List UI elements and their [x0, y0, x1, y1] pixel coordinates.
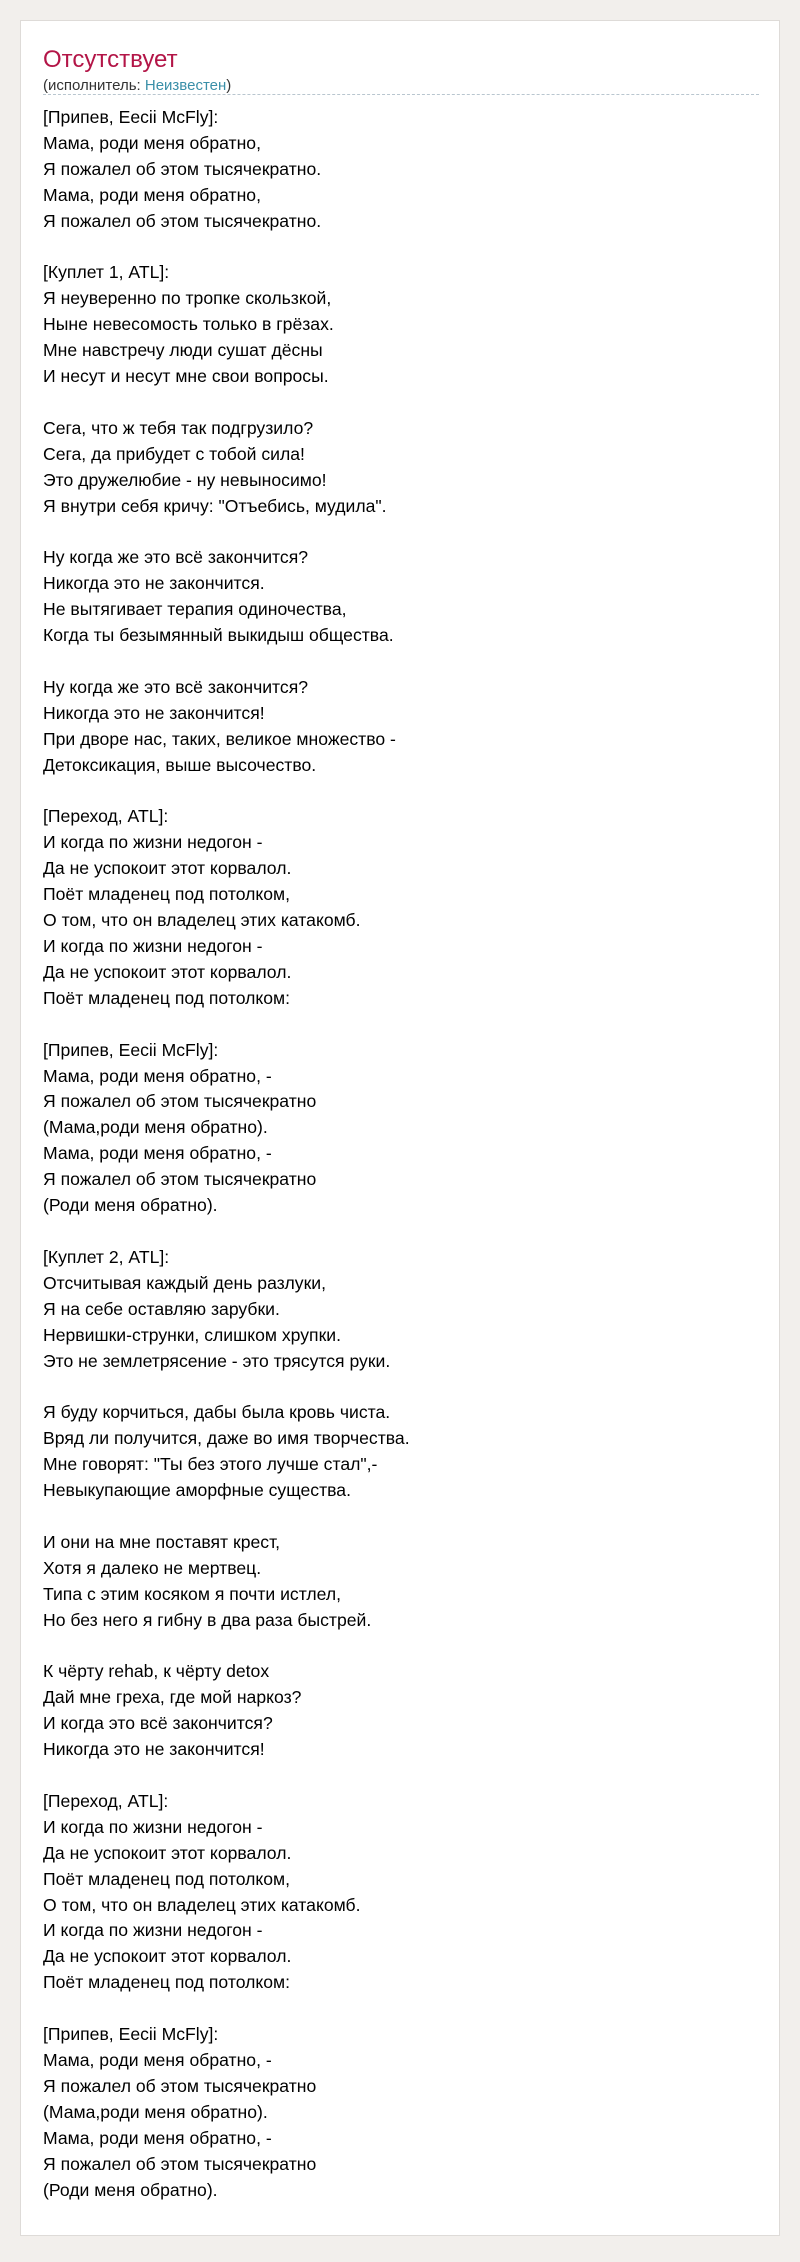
- lyric-line: Я пожалел об этом тысячекратно: [43, 2153, 317, 2174]
- lyric-line: Я пожалел об этом тысячекратно: [43, 2075, 317, 2096]
- lyric-line: Но без него я гибну в два раза быстрей.: [43, 1609, 372, 1630]
- lyric-line: (Мама,роди меня обратно).: [43, 1117, 268, 1138]
- stanza-break: [43, 1633, 763, 1659]
- stanza-break: [43, 1219, 763, 1245]
- lyric-line: Я пожалел об этом тысячекратно: [43, 1091, 317, 1112]
- lyric-line: И когда это всё закончится?: [43, 1713, 273, 1734]
- title-divider: [43, 94, 759, 95]
- lyric-line: Детоксикация, выше высочество.: [43, 754, 317, 775]
- lyric-line: Поёт младенец под потолком:: [43, 1972, 291, 1993]
- lyric-line: Типа с этим косяком я почти истлел,: [43, 1583, 342, 1604]
- lyric-line: Вряд ли получится, даже во имя творчества.: [43, 1428, 410, 1449]
- lyric-line: Мне навстречу люди сушат дёсны: [43, 340, 323, 361]
- lyric-line: Мама, роди меня обратно, -: [43, 2049, 272, 2070]
- stanza-break: [43, 235, 763, 261]
- artist-link[interactable]: Неизвестен: [144, 77, 227, 94]
- lyric-line: Мама, роди меня обратно, -: [43, 1065, 272, 1086]
- lyric-line: Отсчитывая каждый день разлуки,: [43, 1272, 326, 1293]
- lyric-line: Поёт младенец под потолком,: [43, 1868, 291, 1889]
- lyric-line: Никогда это не закончится!: [43, 702, 265, 723]
- song-title: Отсутствует: [43, 46, 178, 73]
- lyric-line: Мама, роди меня обратно, -: [43, 1143, 272, 1164]
- lyric-line: Мама, роди меня обратно, -: [43, 2127, 272, 2148]
- lyric-line: Ну когда же это всё закончится?: [43, 547, 309, 568]
- lyric-line: Сега, да прибудет с тобой сила!: [43, 443, 305, 464]
- stanza-break: [43, 390, 763, 416]
- lyric-line: И когда по жизни недогон -: [43, 832, 263, 853]
- lyric-line: [Переход, ATL]:: [43, 806, 169, 827]
- lyric-line: Хотя я далеко не мертвец.: [43, 1557, 262, 1578]
- lyric-line: Поёт младенец под потолком:: [43, 987, 291, 1008]
- lyric-line: [Куплет 1, ATL]:: [43, 262, 170, 283]
- stanza-break: [43, 1996, 763, 2022]
- lyric-line: (Роди меня обратно).: [43, 2179, 218, 2200]
- lyric-line: Да не успокоит этот корвалол.: [43, 961, 292, 982]
- lyric-line: Мне говорят: "Ты без этого лучше стал",-: [43, 1454, 378, 1475]
- lyric-line: Я пожалел об этом тысячекратно.: [43, 158, 322, 179]
- lyric-line: Да не успокоит этот корвалол.: [43, 1842, 292, 1863]
- lyric-line: Я неуверенно по тропке скользкой,: [43, 288, 332, 309]
- lyric-line: [Припев, Eecii McFly]:: [43, 2024, 219, 2045]
- lyric-line: Я буду корчиться, дабы была кровь чиста.: [43, 1402, 391, 1423]
- lyric-line: Никогда это не закончится!: [43, 1739, 265, 1760]
- lyric-line: Я пожалел об этом тысячекратно: [43, 1169, 317, 1190]
- stanza-break: [43, 1374, 763, 1400]
- lyric-line: Я внутри себя кричу: "Отъебись, мудила".: [43, 495, 387, 516]
- lyric-line: О том, что он владелец этих катакомб.: [43, 910, 361, 931]
- lyric-line: И несут и несут мне свои вопросы.: [43, 366, 329, 387]
- lyric-line: При дворе нас, таких, великое множество -: [43, 728, 396, 749]
- lyric-line: Когда ты безымянный выкидыш общества.: [43, 625, 394, 646]
- lyrics-text: [43, 105, 763, 2203]
- byline-suffix: ): [226, 77, 232, 94]
- lyric-line: [Переход, ATL]:: [43, 1790, 169, 1811]
- lyric-line: Сега, что ж тебя так подгрузило?: [43, 417, 314, 438]
- lyric-line: Да не успокоит этот корвалол.: [43, 1946, 292, 1967]
- lyric-line: [Припев, Eecii McFly]:: [43, 1039, 219, 1060]
- lyric-line: И когда по жизни недогон -: [43, 1816, 263, 1837]
- stanza-break: [43, 779, 763, 805]
- lyric-line: И когда по жизни недогон -: [43, 1920, 263, 1941]
- lyrics-card: [20, 20, 780, 2236]
- stanza-break: [43, 1012, 763, 1038]
- stanza-break: [43, 520, 763, 546]
- lyric-line: (Роди меня обратно).: [43, 1195, 218, 1216]
- lyric-line: Не вытягивает терапия одиночества,: [43, 599, 347, 620]
- lyric-line: О том, что он владелец этих катакомб.: [43, 1894, 361, 1915]
- stanza-break: [43, 1763, 763, 1789]
- lyric-line: Да не успокоит этот корвалол.: [43, 858, 292, 879]
- lyric-line: Поёт младенец под потолком,: [43, 884, 291, 905]
- lyric-line: Невыкупающие аморфные существа.: [43, 1480, 351, 1501]
- lyric-line: Это дружелюбие - ну невыносимо!: [43, 469, 327, 490]
- lyric-line: (Мама,роди меня обратно).: [43, 2101, 268, 2122]
- lyric-line: Дай мне греха, где мой наркоз?: [43, 1687, 302, 1708]
- lyric-line: [Куплет 2, ATL]:: [43, 1246, 170, 1267]
- lyric-line: [Припев, Eecii McFly]:: [43, 107, 219, 127]
- artist-byline: [43, 76, 231, 96]
- byline-prefix: (исполнитель:: [43, 77, 145, 94]
- lyric-line: И они на мне поставят крест,: [43, 1531, 281, 1552]
- lyric-line: Нервишки-струнки, слишком хрупки.: [43, 1324, 341, 1345]
- lyric-line: Ныне невесомость только в грёзах.: [43, 314, 334, 335]
- lyric-line: Ну когда же это всё закончится?: [43, 676, 309, 697]
- stanza-break: [43, 649, 763, 675]
- lyric-line: Мама, роди меня обратно,: [43, 184, 261, 205]
- lyric-line: Я на себе оставляю зарубки.: [43, 1298, 280, 1319]
- lyric-line: Мама, роди меня обратно,: [43, 132, 261, 153]
- lyric-line: Это не землетрясение - это трясутся руки.: [43, 1350, 391, 1371]
- lyric-line: Никогда это не закончится.: [43, 573, 265, 594]
- stanza-break: [43, 1504, 763, 1530]
- lyric-line: И когда по жизни недогон -: [43, 936, 263, 956]
- lyric-line: Я пожалел об этом тысячекратно.: [43, 210, 322, 231]
- lyric-line: К чёрту rehab, к чёрту detox: [43, 1661, 270, 1682]
